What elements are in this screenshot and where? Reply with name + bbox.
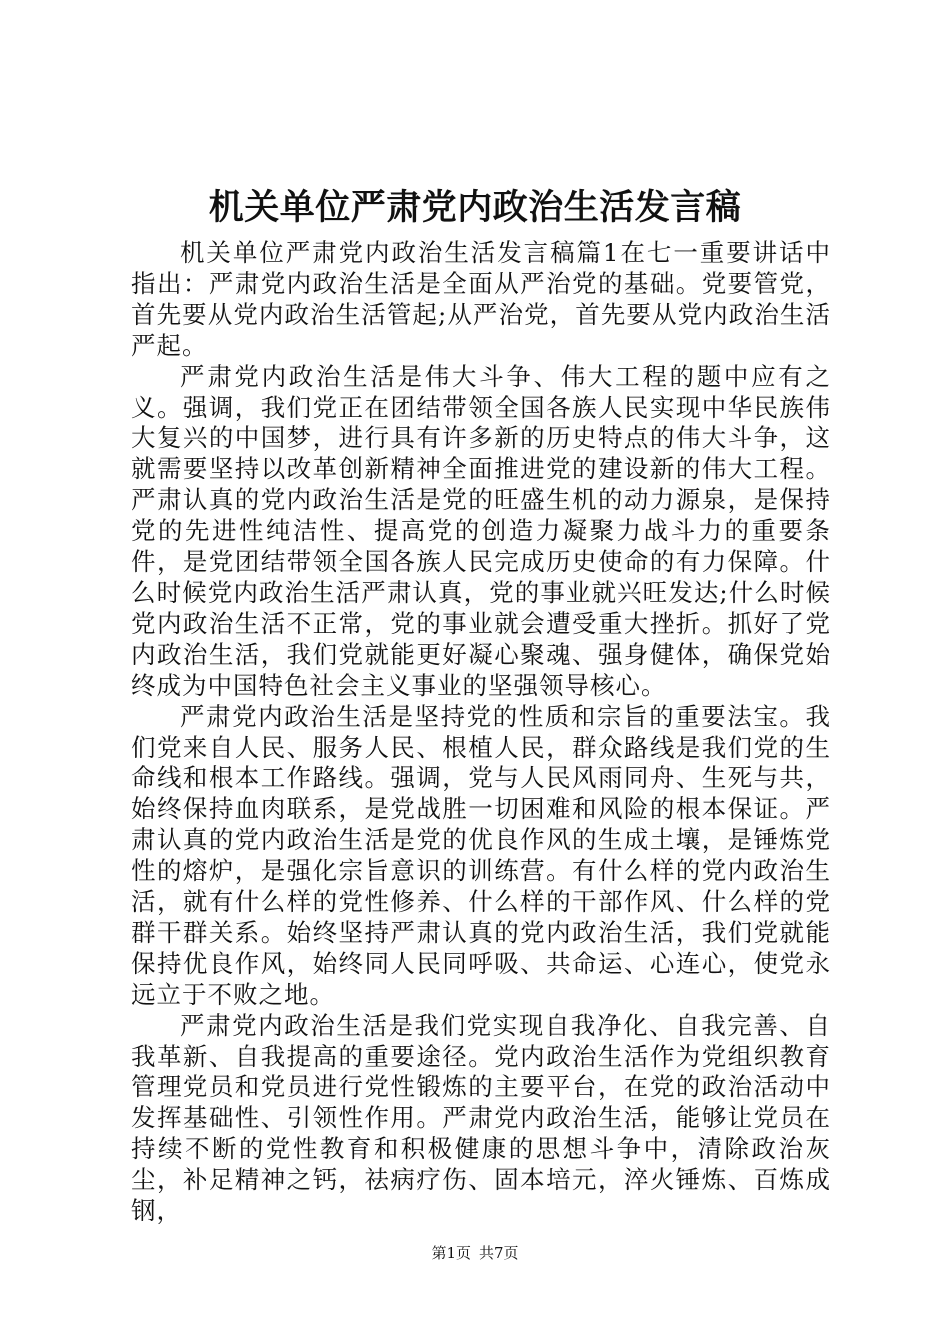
page-number: 第1页 bbox=[431, 1244, 471, 1262]
page-total: 共7页 bbox=[479, 1244, 519, 1262]
paragraph-4: 严肃党内政治生活是我们党实现自我净化、自我完善、自我革新、自我提高的重要途径。党内政治生活作为党组织教育管理党员和党员进行党性锻炼的主要平台，在党的政治活动中发挥基础性、引领性作用。严肃党内政治生活，能够让党员在持续不断的党性教育和积极健康的思想斗争中，清除政治灰尘，补足精神之钙，祛病疗伤、固本培元，淬火锤炼、百炼成钢， bbox=[131, 1010, 831, 1226]
paragraph-1: 机关单位严肃党内政治生活发言稿篇1在七一重要讲话中指出：严肃党内政治生活是全面从严治党的基础。党要管党，首先要从党内政治生活管起;从严治党，首先要从党内政治生活严起。 bbox=[131, 238, 831, 360]
document-title: 机关单位严肃党内政治生活发言稿 bbox=[208, 187, 742, 228]
paragraph-2: 严肃党内政治生活是伟大斗争、伟大工程的题中应有之义。强调，我们党正在团结带领全国各族人民实现中华民族伟大复兴的中国梦，进行具有许多新的历史特点的伟大斗争，这就需要坚持以改革创新精神全面推进党的建设新的伟大工程。严肃认真的党内政治生活是党的旺盛生机的动力源泉，是保持党的先进性纯洁性、提高党的创造力凝聚力战斗力的重要条件，是党团结带领全国各族人民完成历史使命的有力保障。什么时候党内政治生活严肃认真，党的事业就兴旺发达;什么时候党内政治生活不正常，党的事业就会遭受重大挫折。抓好了党内政治生活，我们党就能更好凝心聚魂、强身健体，确保党始终成为中国特色社会主义事业的坚强领导核心。 bbox=[131, 361, 831, 700]
page-footer bbox=[0, 1243, 950, 1263]
document-body bbox=[131, 238, 831, 1227]
paragraph-3: 严肃党内政治生活是坚持党的性质和宗旨的重要法宝。我们党来自人民、服务人民、根植人民，群众路线是我们党的生命线和根本工作路线。强调，党与人民风雨同舟、生死与共，始终保持血肉联系，是党战胜一切困难和风险的根本保证。严肃认真的党内政治生活是党的优良作风的生成土壤，是锤炼党性的熔炉，是强化宗旨意识的训练营。有什么样的党内政治生活，就有什么样的党性修养、什么样的干部作风、什么样的党群干群关系。始终坚持严肃认真的党内政治生活，我们党就能保持优良作风，始终同人民同呼吸、共命运、心连心，使党永远立于不败之地。 bbox=[131, 701, 831, 1009]
